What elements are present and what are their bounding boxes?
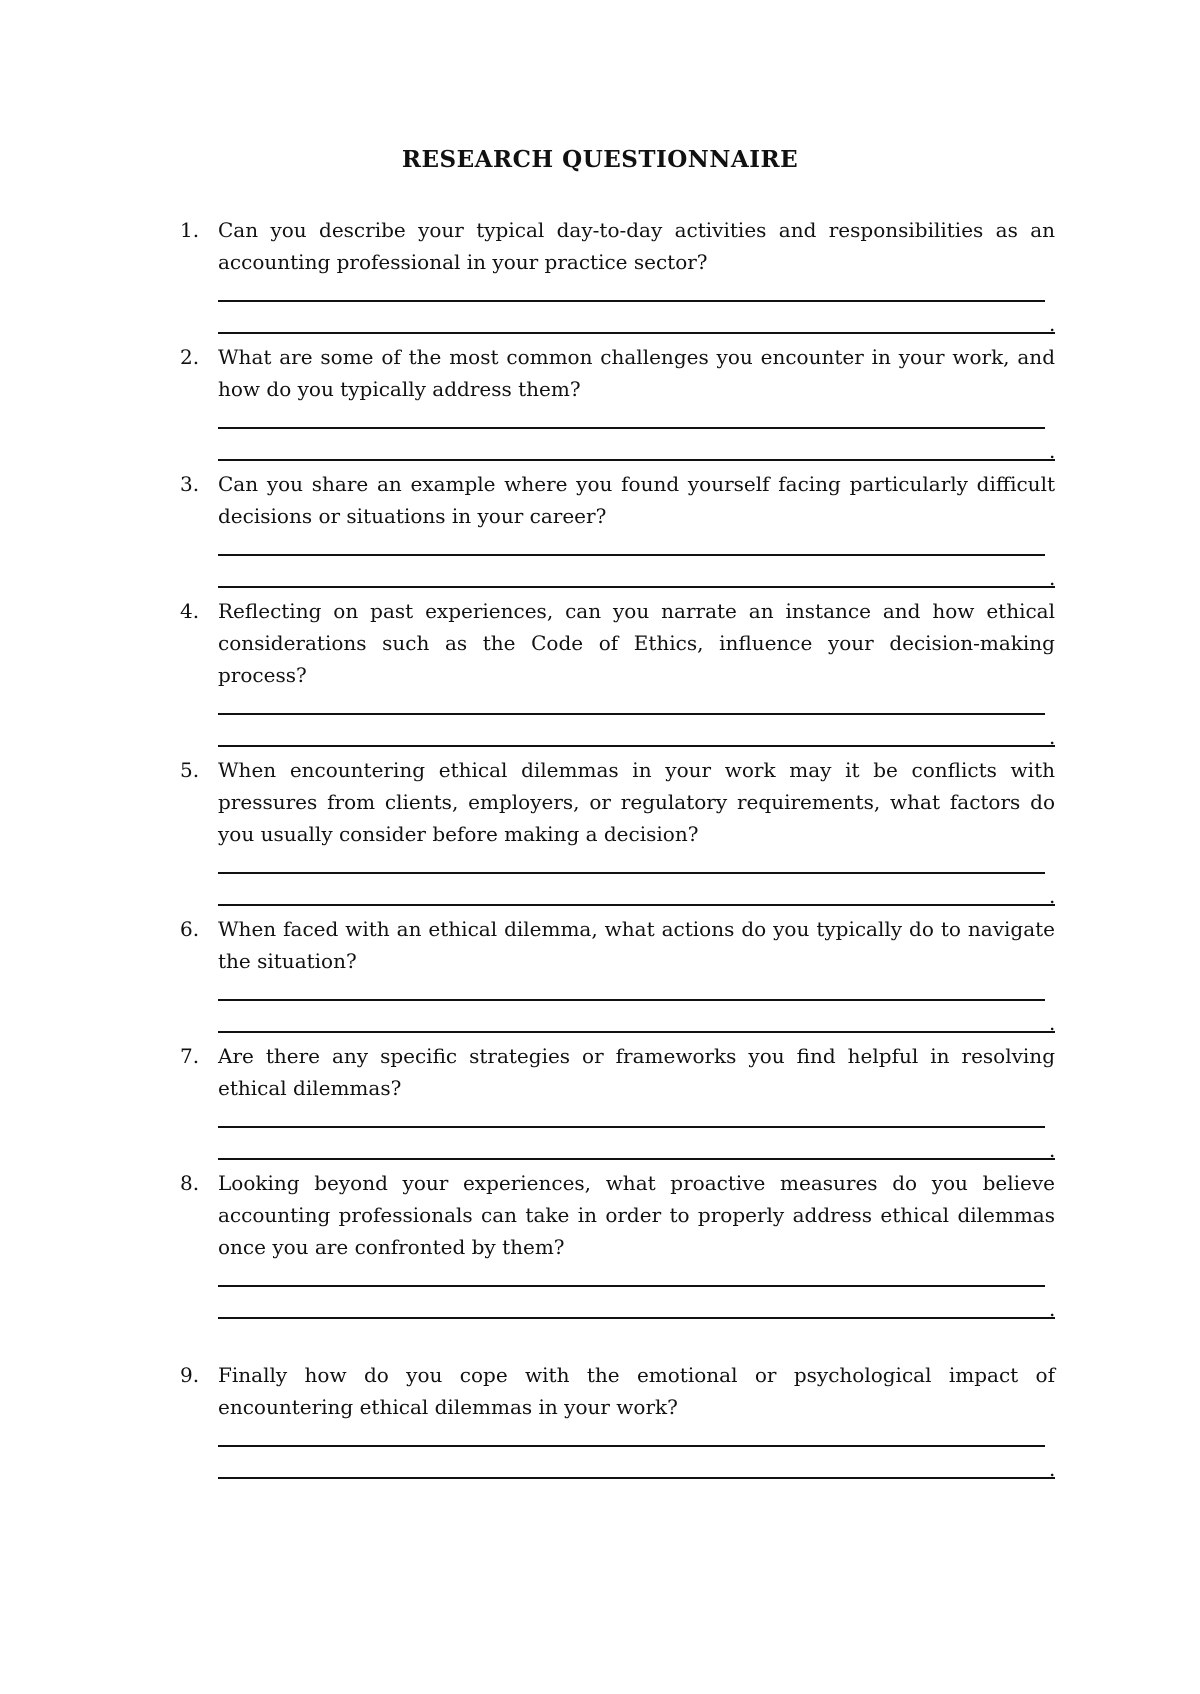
- question-text: Looking beyond your experiences, what proactive measures do you believe accounting professionals can take in order to properly address ethical dilemmas once you are confronted by them?: [218, 1171, 1055, 1259]
- answer-line[interactable]: [218, 1158, 1055, 1160]
- answer-line[interactable]: [218, 586, 1055, 588]
- answer-end-mark: .: [1049, 1138, 1056, 1162]
- question-text: When faced with an ethical dilemma, what actions do you typically do to navigate the situation?: [218, 917, 1055, 973]
- answer-line[interactable]: [218, 1031, 1055, 1033]
- answer-line[interactable]: [218, 999, 1045, 1001]
- answer-end-mark: .: [1049, 439, 1056, 463]
- question-text: What are some of the most common challenges you encounter in your work, and how do you typically address them?: [218, 345, 1055, 401]
- question-number: 3.: [180, 472, 200, 496]
- answer-end-mark: .: [1049, 1297, 1056, 1321]
- answer-line[interactable]: [218, 1285, 1045, 1287]
- answer-line[interactable]: [218, 1317, 1055, 1319]
- question-text: Can you share an example where you found yourself facing particularly difficult decisions or situations in your career?: [218, 472, 1055, 528]
- answer-line[interactable]: [218, 872, 1045, 874]
- question-text: Are there any specific strategies or frameworks you find helpful in resolving ethical dilemmas?: [218, 1044, 1055, 1100]
- question-text: Reflecting on past experiences, can you narrate an instance and how ethical considerations such as the Code of Ethics, influence your decision-making process?: [218, 599, 1055, 687]
- answer-line[interactable]: [218, 459, 1055, 461]
- answer-end-mark: .: [1049, 1457, 1056, 1481]
- answer-line[interactable]: [218, 300, 1045, 302]
- answer-end-mark: .: [1049, 884, 1056, 908]
- question-number: 9.: [180, 1363, 200, 1387]
- answer-end-mark: .: [1049, 312, 1056, 336]
- question-number: 8.: [180, 1171, 200, 1195]
- question-number: 4.: [180, 599, 200, 623]
- answer-line[interactable]: [218, 1445, 1045, 1447]
- answer-line[interactable]: [218, 904, 1055, 906]
- answer-line[interactable]: [218, 1477, 1055, 1479]
- question-number: 2.: [180, 345, 200, 369]
- question-text: Can you describe your typical day-to-day activities and responsibilities as an accounting professional in your practice sector?: [218, 218, 1055, 274]
- page-title: RESEARCH QUESTIONNAIRE: [401, 146, 799, 173]
- question-text: Finally how do you cope with the emotional or psychological impact of encountering ethical dilemmas in your work?: [218, 1363, 1055, 1419]
- answer-end-mark: .: [1049, 1011, 1056, 1035]
- answer-end-mark: .: [1049, 725, 1056, 749]
- question-number: 6.: [180, 917, 200, 941]
- answer-line[interactable]: [218, 554, 1045, 556]
- answer-line[interactable]: [218, 427, 1045, 429]
- question-number: 5.: [180, 758, 200, 782]
- answer-line[interactable]: [218, 745, 1055, 747]
- answer-line[interactable]: [218, 332, 1055, 334]
- answer-end-mark: .: [1049, 566, 1056, 590]
- answer-line[interactable]: [218, 1126, 1045, 1128]
- answer-line[interactable]: [218, 713, 1045, 715]
- question-text: When encountering ethical dilemmas in your work may it be conflicts with pressures from clients, employers, or regulatory requirements, what factors do you usually consider before making a decision?: [218, 758, 1055, 846]
- question-number: 1.: [180, 218, 200, 242]
- question-number: 7.: [180, 1044, 200, 1068]
